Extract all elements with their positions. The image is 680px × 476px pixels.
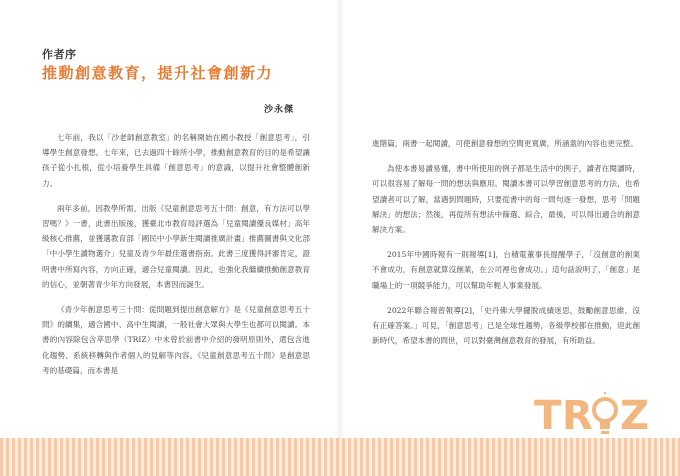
left-text-column (42, 130, 310, 388)
page-title: 推動創意教育，提升社會創新力 (42, 64, 274, 82)
right-text-column (372, 136, 640, 358)
paragraph-continued: 進階篇，兩書一起閱讀，可使創意發想的空間更寬廣，所涵蓋的內容也更完整。 (372, 139, 638, 148)
logo-letter-t: T (534, 393, 562, 439)
striped-footer-band (0, 438, 680, 476)
triz-logo (534, 390, 650, 442)
logo-letter-z: Z (620, 393, 650, 439)
section-kicker: 作者序 (42, 48, 77, 61)
lightbulb-icon (592, 392, 618, 442)
logo-letter-r: R (562, 393, 593, 439)
paragraph: 2022年聯合報曾報導[2]，「史丹佛大學擺脫成績迷思，鼓勵創意思維，沒有正確答案。」可見，「創意思考」已是全球性趨勢，各級學校都在推動，迎此創新時代，希望本書的問世，可以對臺灣創意教育的發展，有所助益。 (372, 305, 640, 346)
paragraph: 《青少年創意思考三十問：從問題到提出創意解方》是《兒童創意思考五十問》的續集，適合國中、高中生閱讀，一般社會大眾與大學生也都可以閱讀。本書的內容除包含萃思學（TRIZ）中未曾於前書中介紹的發明原則外，還包含進化趨勢、系統移轉與作者個人的見解等內容。《兒童創意思考五十問》是創意思考的基礎篇，而本書是 (42, 305, 310, 375)
book-gutter (336, 0, 344, 438)
paragraph: 七年前，我以「沙老師創意教室」的名稱開始在國小教授「創意思考」，引導學生創意發想。七年來，已去過四十餘所小學，推動創意教育的目的是希望讓孩子從小扎根，從小培養學生具備「創意思考」的意識，以提升社會整體創新力。 (42, 133, 310, 188)
paragraph: 兩年多前，因教學所需，出版《兒童創意思考五十問：創意，有方法可以學習嗎？》一書，此書出版後，獲臺北市教育局評選為「兒童閱讀優良媒材」高年級核心推薦，並獲選教育部「國民中小學新生閱讀推廣計畫」推薦圖書與文化部「中小學生讀物選介」兒童及青少年最佳選書指南。此書三度獲得評審肯定，證明書中所寫內容，方向正確，適合兒童閱讀。因此，也強化我繼續推動創意教育的信心，並朝著青少年方向發展，本書因而誕生。 (42, 203, 310, 289)
author-name: 沙永傑 (264, 105, 295, 115)
paragraph: 2015年中國時報有一則報導[1]，台積電董事長提醒學子，「沒創意的創業不會成功，有創意就算沒創業，在公司裡也會成功。」這句話說明了，「創意」是職場上的一項競爭能力，可以幫助年輕人事業發展。 (372, 250, 640, 290)
paragraph: 為使本書易讀易懂，書中所使用的例子都是生活中的例子，讀者在閱讀時，可以很容易了解每一問的想法與應用。閱讀本書可以學習創意思考的方法，也希望讀者可以了解，當遇到問題時，只要從書中的每一問句逐一發想，思考「問題解決」的想法；然後，再從所有想法中篩選、綜合，最後，可以得出適合的創意解決方案。 (372, 164, 640, 235)
